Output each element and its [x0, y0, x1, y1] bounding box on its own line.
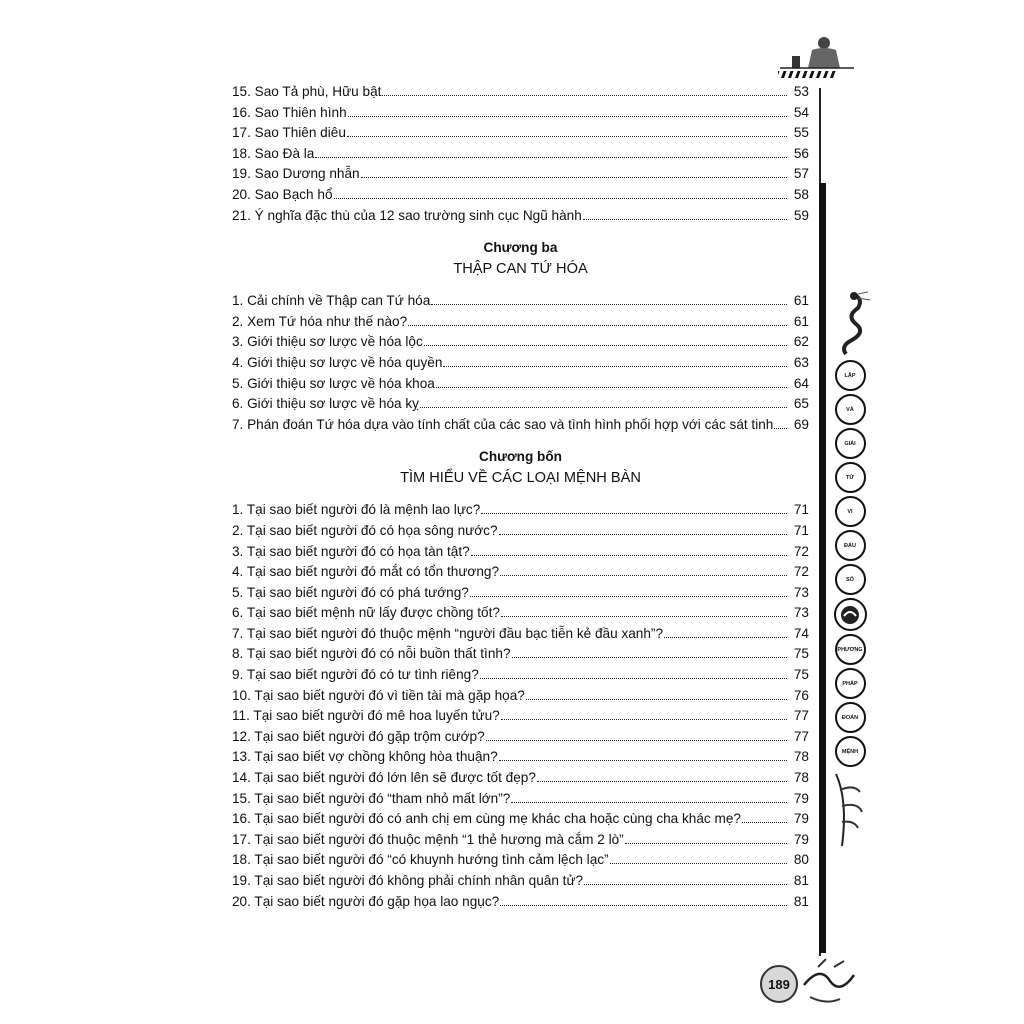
- entry-page: 59: [793, 207, 809, 223]
- dot-leader: [481, 513, 787, 514]
- entry-title: 6. Tại sao biết mệnh nữ lấy được chồng tốt?: [232, 605, 500, 621]
- toc-entry: [232, 667, 809, 688]
- entry-title: 1. Tại sao biết người đó là mệnh lao lực?: [232, 502, 481, 518]
- entry-title: 10. Tại sao biết người đó vì tiền tài mà gặp họa?: [232, 687, 525, 703]
- bamboo-ornament-icon: [828, 770, 868, 850]
- dot-leader: [664, 637, 787, 638]
- entry-page: 77: [793, 728, 809, 744]
- side-circle: PHÁP: [835, 668, 866, 699]
- dot-leader: [470, 596, 787, 597]
- entry-title: 14. Tại sao biết người đó lớn lên sẽ được tốt đẹp?: [232, 770, 536, 786]
- dot-leader: [424, 345, 787, 346]
- entry-title: 18. Tại sao biết người đó “có khuynh hướng tình cảm lệch lạc”: [232, 852, 609, 868]
- toc-entry: [232, 811, 809, 832]
- chapter-label: Chương ba: [483, 240, 558, 256]
- entry-title: 13. Tại sao biết vợ chồng không hòa thuận?: [232, 749, 498, 765]
- entry-page: 81: [793, 893, 809, 909]
- dot-leader: [501, 719, 787, 720]
- dot-leader: [499, 760, 787, 761]
- toc-entry: [232, 708, 809, 729]
- chapter-title: THẬP CAN TỨ HÓA: [453, 261, 588, 278]
- side-circle: LẬP: [835, 360, 866, 391]
- dot-leader: [436, 387, 787, 388]
- top-entries: [232, 84, 809, 228]
- margin-bar: [819, 183, 826, 953]
- side-circle: SỐ: [835, 564, 866, 595]
- entry-page: 55: [793, 125, 809, 141]
- entry-page: 73: [793, 584, 809, 600]
- entry-page: 63: [793, 354, 809, 370]
- entry-page: 54: [793, 104, 809, 120]
- toc-entry: [232, 749, 809, 770]
- entry-page: 56: [793, 145, 809, 161]
- dot-leader: [408, 325, 787, 326]
- dot-leader: [537, 781, 787, 782]
- entry-title: 20. Sao Bạch hổ: [232, 186, 333, 202]
- entry-title: 5. Giới thiệu sơ lược về hóa khoa: [232, 375, 435, 391]
- toc-entry: [232, 125, 809, 146]
- entry-title: 7. Tại sao biết người đó thuộc mệnh “người đầu bạc tiễn kẻ đầu xanh”?: [232, 625, 664, 641]
- toc-entry: [232, 84, 809, 105]
- entry-title: 17. Sao Thiên diêu: [232, 125, 346, 141]
- dragon-tail-icon: [800, 955, 860, 1015]
- entry-title: 20. Tại sao biết người đó gặp họa lao ngục?: [232, 893, 500, 909]
- side-circle: PHƯƠNG: [835, 634, 866, 665]
- sage-figure-icon: [778, 34, 858, 80]
- dot-leader: [431, 304, 787, 305]
- dot-leader: [501, 616, 787, 617]
- entry-page: 73: [793, 605, 809, 621]
- chapter3-entries: [232, 293, 809, 437]
- toc-entry: [232, 852, 809, 873]
- dot-leader: [500, 575, 787, 576]
- entry-title: 2. Tại sao biết người đó có họa sông nước?: [232, 522, 498, 538]
- entry-page: 78: [793, 770, 809, 786]
- entry-title: 19. Tại sao biết người đó không phải chính nhân quân tử?: [232, 873, 584, 888]
- dot-leader: [742, 822, 787, 823]
- chapter-heading: [232, 447, 809, 489]
- dot-leader: [610, 863, 787, 864]
- entry-page: 74: [793, 625, 809, 641]
- entry-title: 5. Tại sao biết người đó có phá tướng?: [232, 584, 469, 600]
- toc-entry: [232, 208, 809, 229]
- side-circle: MỆNH: [835, 736, 866, 767]
- toc-entry: [232, 873, 809, 894]
- entry-title: 9. Tại sao biết người đó có tư tình riêng?: [232, 667, 479, 683]
- dot-leader: [499, 534, 787, 535]
- entry-page: 71: [793, 522, 809, 538]
- table-of-contents: [232, 84, 809, 914]
- toc-entry: [232, 564, 809, 585]
- entry-title: 15. Tại sao biết người đó “tham nhỏ mất lớn”?: [232, 790, 511, 806]
- dragon-icon: [828, 290, 872, 356]
- dot-leader: [347, 136, 787, 137]
- entry-page: 71: [793, 502, 809, 518]
- entry-title: 7. Phán đoán Tứ hóa dựa vào tính chất của các sao và tình hình phối hợp với các sát tinh: [232, 416, 774, 432]
- toc-entry: [232, 544, 809, 565]
- page-number: 189: [760, 965, 798, 1003]
- chapter4-entries: [232, 502, 809, 914]
- entry-title: 16. Sao Thiên hình: [232, 104, 347, 120]
- entry-page: 65: [793, 396, 809, 412]
- entry-title: 11. Tại sao biết người đó mê hoa luyến tửu?: [232, 708, 500, 724]
- entry-page: 58: [793, 186, 809, 202]
- toc-entry: [232, 293, 809, 314]
- side-title-column: [828, 360, 872, 855]
- dot-leader: [500, 905, 787, 906]
- entry-page: 61: [793, 293, 809, 309]
- side-circle: TỬ: [835, 462, 866, 493]
- side-circle: ĐOÁN: [835, 702, 866, 733]
- entry-page: 72: [793, 564, 809, 580]
- entry-page: 57: [793, 166, 809, 182]
- entry-title: 1. Cải chính về Thập can Tứ hóa: [232, 293, 431, 309]
- toc-entry: [232, 688, 809, 709]
- dot-leader: [382, 95, 787, 96]
- toc-entry: [232, 417, 809, 438]
- chapter-heading: [232, 238, 809, 280]
- entry-page: 79: [793, 831, 809, 847]
- dot-leader: [334, 198, 787, 199]
- toc-entry: [232, 894, 809, 915]
- entry-title: 4. Giới thiệu sơ lược về hóa quyền: [232, 354, 443, 370]
- entry-page: 76: [793, 687, 809, 703]
- toc-entry: [232, 502, 809, 523]
- side-circle: ĐẨU: [835, 530, 866, 561]
- entry-title: 2. Xem Tứ hóa như thế nào?: [232, 313, 408, 329]
- dot-leader: [471, 555, 787, 556]
- entry-page: 69: [793, 416, 809, 432]
- entry-title: 17. Tại sao biết người đó thuộc mệnh “1 thẻ hương mà cắm 2 lò”: [232, 831, 624, 847]
- toc-entry: [232, 523, 809, 544]
- entry-title: 16. Tại sao biết người đó có anh chị em cùng mẹ khác cha hoặc cùng cha khác mẹ?: [232, 811, 741, 827]
- entry-page: 64: [793, 375, 809, 391]
- toc-entry: [232, 376, 809, 397]
- dot-leader: [480, 678, 787, 679]
- emblem-icon: [834, 598, 867, 631]
- dot-leader: [511, 802, 787, 803]
- entry-page: 53: [793, 84, 809, 99]
- entry-title: 21. Ý nghĩa đặc thù của 12 sao trường sinh cục Ngũ hành: [232, 207, 582, 223]
- entry-page: 78: [793, 749, 809, 765]
- dot-leader: [512, 657, 788, 658]
- dot-leader: [625, 843, 787, 844]
- toc-entry: [232, 646, 809, 667]
- entry-title: 18. Sao Đà la: [232, 145, 315, 161]
- toc-entry: [232, 626, 809, 647]
- toc-entry: [232, 187, 809, 208]
- side-circle: VI: [835, 496, 866, 527]
- entry-title: 12. Tại sao biết người đó gặp trộm cướp?: [232, 728, 485, 744]
- dot-leader: [420, 407, 787, 408]
- dot-leader: [443, 366, 787, 367]
- toc-entry: [232, 605, 809, 626]
- toc-entry: [232, 396, 809, 417]
- dot-leader: [348, 116, 787, 117]
- toc-entry: [232, 146, 809, 167]
- entry-title: 19. Sao Dương nhẫn: [232, 166, 360, 182]
- toc-entry: [232, 314, 809, 335]
- entry-title: 3. Tại sao biết người đó có họa tàn tật?: [232, 543, 470, 559]
- toc-entry: [232, 832, 809, 853]
- entry-page: 80: [793, 852, 809, 868]
- dot-leader: [361, 177, 787, 178]
- entry-page: 79: [793, 790, 809, 806]
- dot-leader: [584, 884, 787, 885]
- entry-page: 79: [793, 811, 809, 827]
- toc-entry: [232, 334, 809, 355]
- entry-title: 15. Sao Tả phù, Hữu bật: [232, 84, 382, 99]
- dot-leader: [526, 699, 787, 700]
- entry-title: 8. Tại sao biết người đó có nỗi buồn thất tình?: [232, 646, 511, 662]
- toc-entry: [232, 585, 809, 606]
- entry-page: 72: [793, 543, 809, 559]
- side-circle: VÀ: [835, 394, 866, 425]
- toc-entry: [232, 791, 809, 812]
- side-circle: GIẢI: [835, 428, 866, 459]
- entry-page: 77: [793, 708, 809, 724]
- dot-leader: [774, 428, 787, 429]
- toc-entry: [232, 166, 809, 187]
- entry-page: 81: [793, 873, 809, 888]
- toc-entry: [232, 105, 809, 126]
- entry-page: 62: [793, 334, 809, 350]
- entry-title: 6. Giới thiệu sơ lược về hóa kỵ: [232, 396, 419, 412]
- dot-leader: [315, 157, 787, 158]
- dot-leader: [583, 219, 787, 220]
- toc-entry: [232, 770, 809, 791]
- chapter-label: Chương bốn: [479, 449, 562, 465]
- chapter-title: TÌM HIỂU VỀ CÁC LOẠI MỆNH BÀN: [400, 470, 641, 487]
- entry-page: 61: [793, 313, 809, 329]
- toc-entry: [232, 729, 809, 750]
- toc-entry: [232, 355, 809, 376]
- entry-page: 75: [793, 646, 809, 662]
- entry-title: 4. Tại sao biết người đó mắt có tổn thương?: [232, 564, 500, 580]
- dot-leader: [486, 740, 787, 741]
- entry-title: 3. Giới thiệu sơ lược về hóa lộc: [232, 334, 423, 350]
- entry-page: 75: [793, 667, 809, 683]
